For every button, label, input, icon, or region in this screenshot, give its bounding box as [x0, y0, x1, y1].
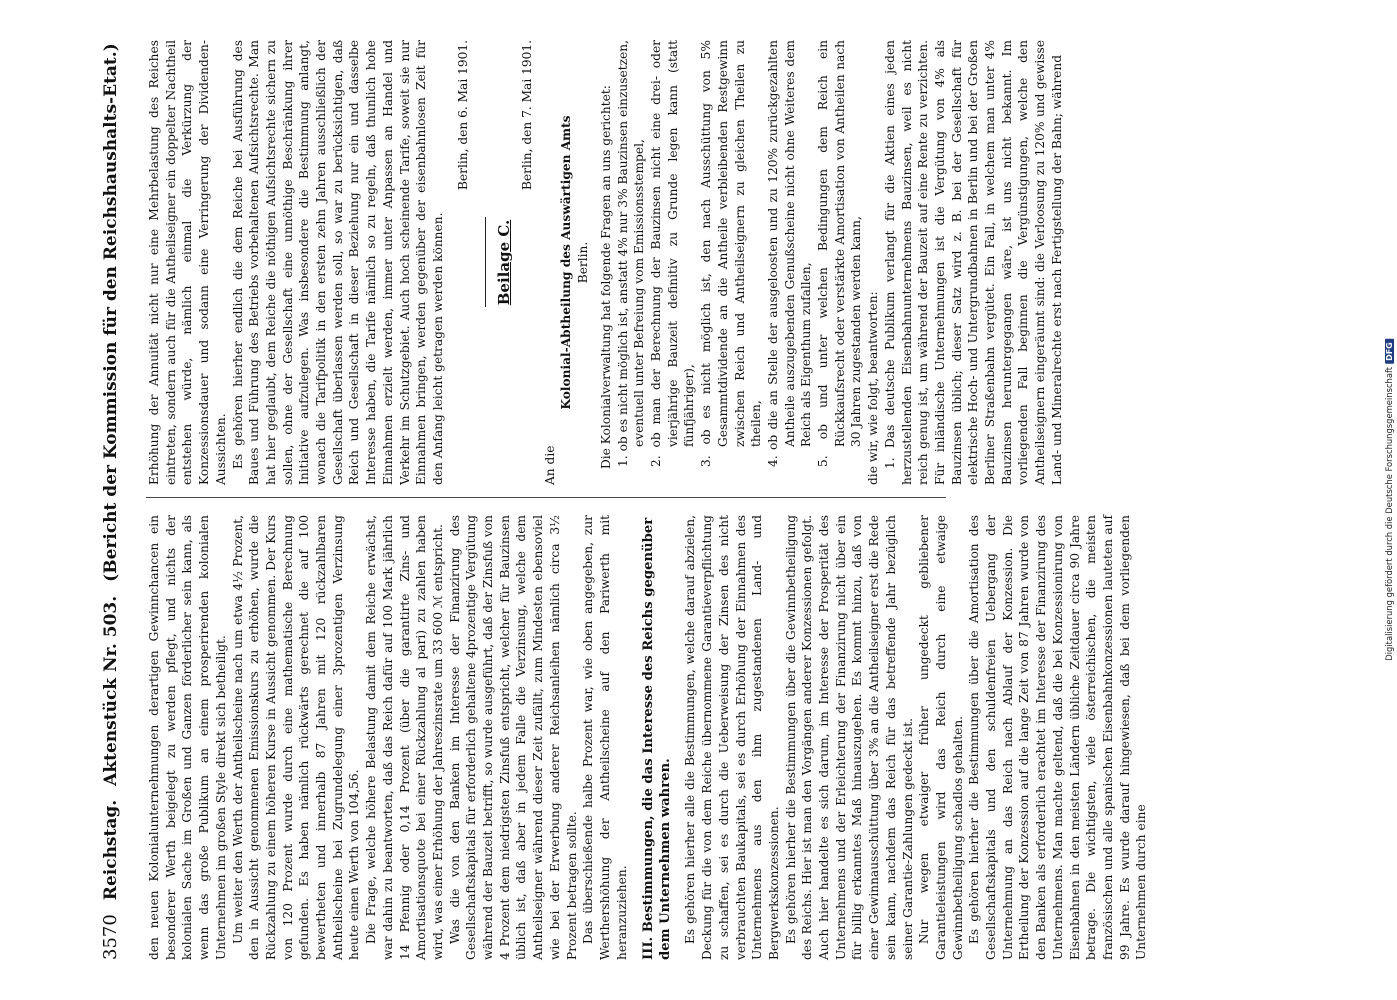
header-doc-ref: Aktenstück Nr. 503.: [101, 595, 121, 786]
page-header: [100, 30, 140, 960]
address-line: Berlin.: [576, 241, 591, 284]
paragraph: Um weiter den Werth der Antheilscheine nach um etwa 4½ Prozent, den in Aussicht genommenen Emissionskurs zu erhöhen, wurde die Rückzahlung zu einem höheren Kurse in Aussicht genommen. Der Kurs von 120 Prozent wurde durch eine mathematische Berechnung gefunden. Es haben nämlich rückwärts gerechnet die auf 100 bewertheten und innerhalb 87 Jahren mit 120 rückzahlbaren Antheilscheine bei Zugrundelegung einer 3prozentigen Verzinsung heute einen Werth von 104,56.: [230, 515, 362, 960]
letter-date: Berlin, den 7. Mai 1901.: [520, 40, 535, 191]
address-line: An die: [542, 445, 557, 485]
header-right-title: (Bericht der Kommission für den Reichshaushalts-Etat.): [101, 43, 121, 582]
paragraph: Nur wegen etwaiger früher ungedeckt gebliebener Garantieleistungen wird das Reich durch eine etwaige Gewinnbetheiligung schadlos gehalten.: [917, 515, 965, 960]
question-item: 5. ob und unter welchen Bedingungen dem Reich ein Rückkaufsrecht oder verstärkte Amortisation von Antheilen nach 30 Jahren zugestanden werden kann,: [816, 40, 864, 467]
paragraph: Es gehören hierher alle die Bestimmungen, welche darauf abzielen, Deckung für die von dem Reiche übernommene Garantieverpflichtung zu schaffen, sei es durch die Ueberweisung der Zinsen des nicht verbrauchten Baukapitals, sei es durch Erhöhung der Einnahmen des Unternehmens aus den ihm zugestandenen Land- und Bergwerkskonzessionen.: [683, 515, 781, 960]
paragraph: die wir, wie folgt, beantworten:: [866, 291, 881, 485]
header-left-title: Reichstag.: [101, 799, 121, 901]
paragraph: Was die von den Banken im Interesse der Finanzirung des Gesellschaftskapitals für erforderlich gehaltene 4prozentige Vergütung während der Bauzeit betrifft, so wurde ausgeführt, daß der Zinsfuß von 4 Prozent dem niedrigsten Zinsfuß entspricht, welcher für Bauzinsen üblich ist, daß aber in jedem Falle die Verzinsung, welche dem Antheilseigner während dieser Zeit zufällt, zum Mindesten ebensoviel wie bei der Erwerbung anderer Reichsanleihen nämlich circa 3½ Prozent betragen sollte.: [447, 515, 579, 960]
address-line: Kolonial-Abtheilung des Auswärtigen Amts: [559, 115, 574, 410]
paragraph: Es gehören hierher endlich die dem Reiche bei Ausführung des Baues und Führung des Betriebs vorbehaltenen Aufsichtsrechte. Man hat hier geglaubt, dem Reiche die nöthigen Aufsichtsrechte sichern zu sollen, ohne der Gesellschaft eine unnöthige Beschränkung ihrer Initiative aufzulegen. Was insbesondere die Bestimmung anlangt, wonach die Tarifpolitik in den ersten zehn Jahren ausschließlich der Gesellschaft überlassen werden soll, so war zu berücksichtigen, daß Reich und Gesellschaft in dieser Beziehung nur ein und dasselbe Interesse haben, die Tarife nämlich so zu regeln, daß thunlich hohe Einnahmen erzielt werden, immer unter Anpassen an Handel und Verkehr im Schutzgebiet. Auch hoch scheinende Tarife, soweit sie nur Einnahmen bringen, werden gegenüber der eisenbahnlosen Zeit für den Anfang leicht getragen werden können.: [230, 40, 445, 485]
separator-rule: [485, 218, 486, 308]
paragraph: Es gehören hierher die Bestimmungen über die Gewinnbetheiligung des Reichs. Hier ist man den Vorgängen anderer Konzessionen gefolgt. Auch hier handelte es sich darum, im Interesse der Prosperität des Unternehmens und der Erleichterung der Finanzirung nicht über ein für billig erkanntes Maß hinauszugehen. Es kommt hinzu, daß von einer Gewinnausschüttung über 3% an die Antheilseigner erst die Rede sein kann, nachdem das Reich für das betreffende Jahr bezüglich seiner Garantie-Zahlungen gedeckt ist.: [783, 515, 915, 960]
question-item: 1. ob es nicht möglich ist, anstatt 4% nur 3% Bauzinsen einzusetzen, eventuell unter Befreiung vom Emissionsstempel,: [615, 40, 647, 467]
paragraph: Es gehören hierher die Bestimmungen über die Amortisation des Gesellschaftskapitals und den schuldenfreien Uebergang der Unternehmung an das Reich nach Ablauf der Konzession. Die Ertheilung der Konzession auf die lange Zeit von 87 Jahren wurde von den Banken als erforderlich erachtet im Interesse der Finanzirung des Unternehmens. Man machte geltend, daß die bei Konzessionirung von Eisenbahnen in den meisten Ländern übliche Zeitdauer circa 90 Jahre betrage. Die wichtigsten, viele österreichischen, die meisten französischen und alle spanischen Eisenbahnkonzessionen lauteten auf 99 Jahre. Es wurde darauf hingewiesen, daß bei dem vorliegenden Unternehmen durch eine: [967, 515, 1149, 960]
dfg-logo: DFG: [1385, 339, 1394, 364]
right-column: [146, 40, 1066, 485]
paragraph: Erhöhung der Annuität nicht nur eine Mehrbelastung des Reiches eintreten, sondern auch für die Antheilseigner ein doppelter Nachtheil entstehen würde, nämlich einmal die Verkürzung der Konzessionsdauer und sodann eine Verringerung der Dividenden-Aussichten.: [147, 40, 228, 485]
question-item: 2. ob man der Berechnung der Bauzinsen nicht eine drei- oder vierjährige Bauzeit definitiv zu Grunde legen kann (statt fünfjähriger),: [648, 40, 697, 467]
digitization-note: [1384, 339, 1394, 661]
question-item: 3. ob es nicht möglich ist, den nach Ausschüttung von 5% Gesammtdividende an die Antheile verbleibenden Restgewinn zwischen Reich und Antheilseignern zu gleichen Theilen zu theilen,: [699, 40, 764, 467]
appendix-title: Beilage C.: [495, 219, 514, 306]
column-divider: [146, 497, 946, 498]
paragraph: 1. Das deutsche Publikum verlangt für die Aktien eines jeden herzustellenden Eisenbahnunternehmens Bauzinsen, weil es nicht reich genug ist, um während der Bauzeit auf eine Rente zu verzichten. Für inländische Unternehmungen ist die Vergütung von 4% als Bauzinsen üblich; dieser Satz wird z. B. bei der Gesellschaft für elektrische Hoch- und Untergrundbahnen in Berlin und bei der Großen Berliner Straßenbahn vergütet. Ein Fall, in welchem man unter 4% Bauzinsen heruntergegangen wäre, ist uns nicht bekannt. Im vorliegenden Fall beginnen die Vergünstigungen, welche den Antheilseignern eingeräumt sind: die Verloosung zu 120% und gewisse Land- und Mineralrechte erst nach Fertigstellung der Bahn; während: [882, 40, 1064, 485]
digitization-text: Digitalisierung gefördert durch die Deutsche Forschungsgemeinschaft: [1384, 366, 1394, 661]
section-title: III. Bestimmungen, die das Interesse des Reichs gegenüber dem Unternehmen wahren.: [641, 517, 674, 960]
left-column: [146, 515, 1150, 960]
paragraph: Die Frage, welche höhere Belastung damit dem Reiche erwächst, war dahin zu beantworten, daß das Reich dafür auf 100 Mark jährlich 14 Pfennig oder 0,14 Prozent (über die garantirte Zins- und Amortisationsquote bei einer Rückzahlung al pari) zu zahlen haben wird, was einer Erhöhung der Jahreszinsrate um 33 600 ℳ entspricht.: [364, 515, 445, 960]
rotated-page: [100, 30, 1350, 960]
page-number: 3570: [100, 914, 121, 960]
paragraph: den neuen Kolonialunternehmungen derartigen Gewinnchancen ein besonderer Werth beigelegt zu werden pflegt, und nichts der kolonialen Sache im Großen und Ganzen förderlicher sein kann, als wenn das große Publikum an einem prosperirenden kolonialen Unternehmen im großen Style direkt sich betheiligt.: [147, 515, 228, 960]
letter-date: Berlin, den 6. Mai 1901.: [455, 40, 470, 191]
paragraph: Die Kolonialverwaltung hat folgende Fragen an uns gerichtet:: [598, 85, 613, 469]
paragraph: Das überschießende halbe Prozent war, wie oben angegeben, zur Werthershöhung der Antheilscheine auf den Pariwerth mit heranzuziehen.: [581, 515, 629, 960]
question-item: 4. ob die an Stelle der ausgeloosten und zu 120% zurückgezahlten Antheile auszugebenden Genußscheine nicht ohne Weiteres dem Reich als Eigenthum zufallen,: [765, 40, 814, 467]
